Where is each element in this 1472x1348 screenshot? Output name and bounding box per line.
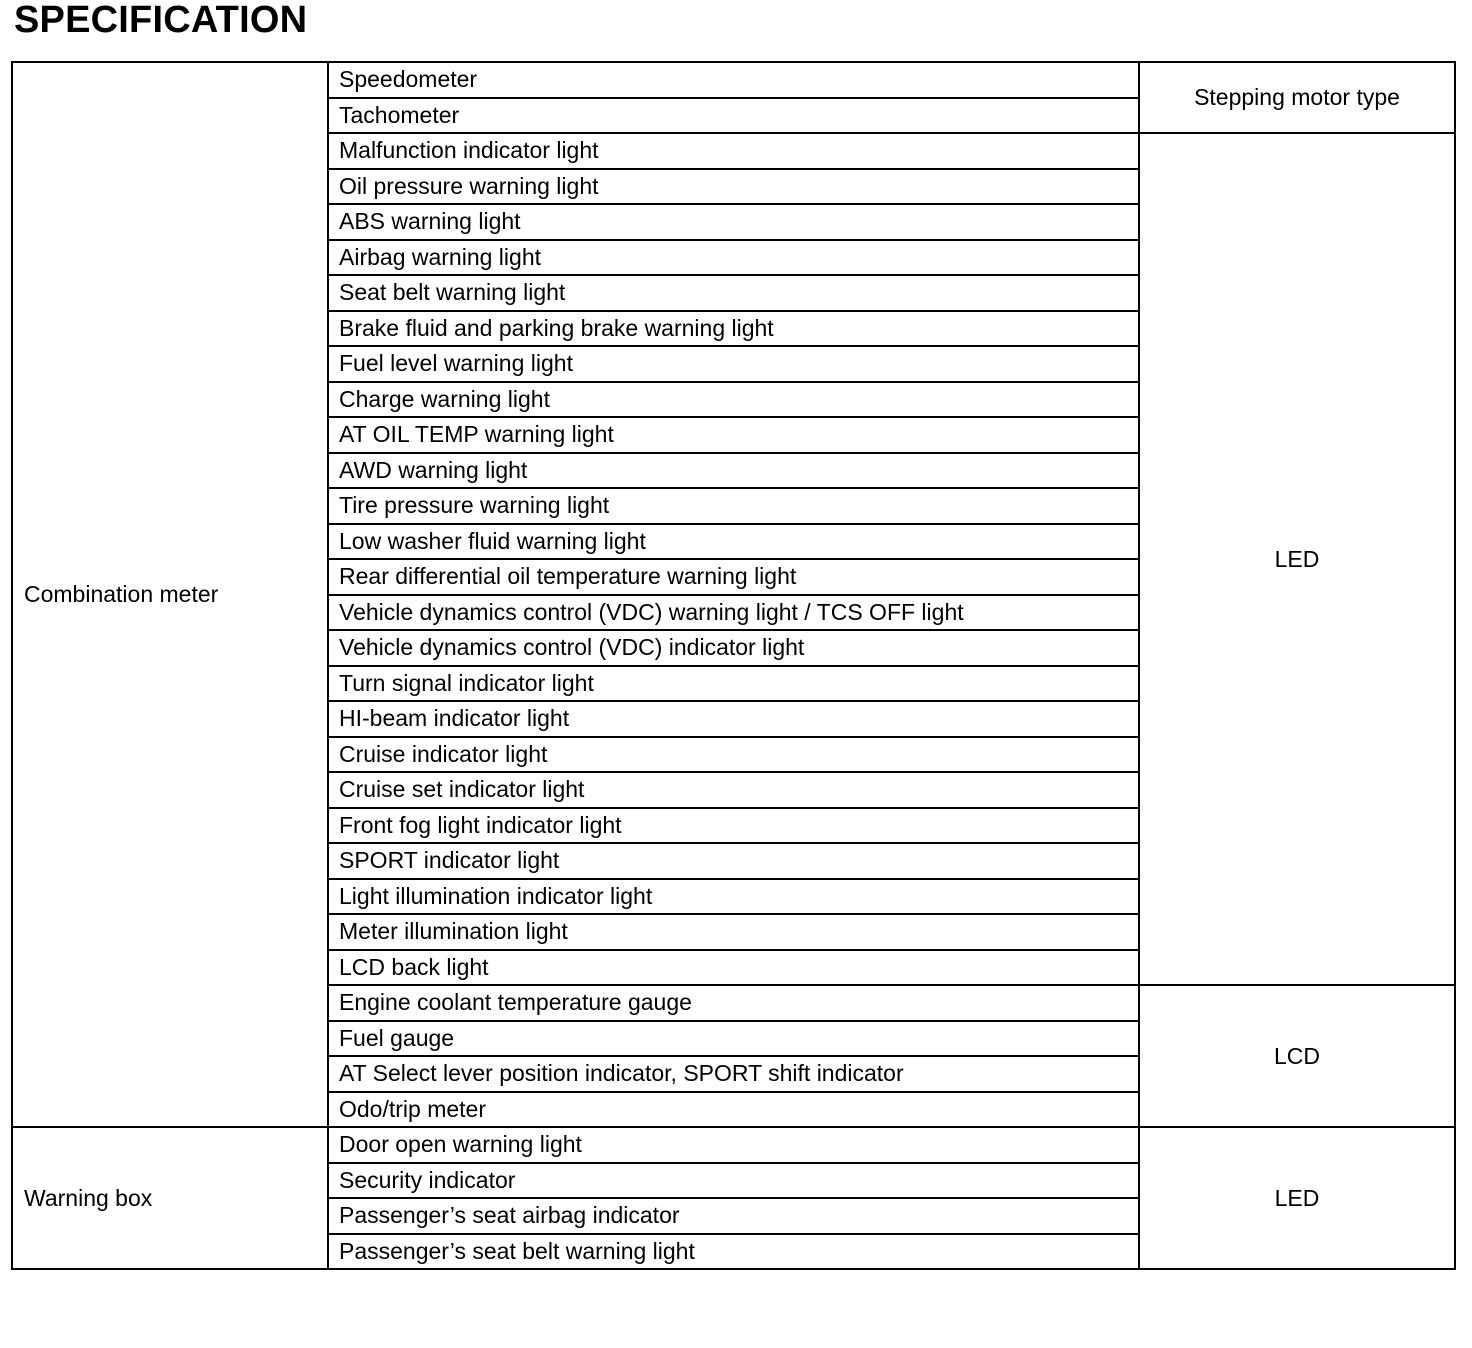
item-cell: Vehicle dynamics control (VDC) warning light / TCS OFF light bbox=[328, 595, 1139, 631]
item-cell: Fuel gauge bbox=[328, 1021, 1139, 1057]
item-cell: Oil pressure warning light bbox=[328, 169, 1139, 205]
item-cell: Passenger’s seat belt warning light bbox=[328, 1234, 1139, 1270]
item-cell: Security indicator bbox=[328, 1163, 1139, 1199]
type-cell: LED bbox=[1139, 1127, 1455, 1269]
table-row bbox=[12, 62, 1455, 98]
item-cell: Seat belt warning light bbox=[328, 275, 1139, 311]
item-cell: Tire pressure warning light bbox=[328, 488, 1139, 524]
item-cell: Fuel level warning light bbox=[328, 346, 1139, 382]
item-cell: Front fog light indicator light bbox=[328, 808, 1139, 844]
item-cell: Airbag warning light bbox=[328, 240, 1139, 276]
item-cell: ABS warning light bbox=[328, 204, 1139, 240]
item-cell: Low washer fluid warning light bbox=[328, 524, 1139, 560]
item-cell: AT OIL TEMP warning light bbox=[328, 417, 1139, 453]
type-cell: LCD bbox=[1139, 985, 1455, 1127]
page-title: SPECIFICATION bbox=[14, 0, 308, 41]
table-row bbox=[12, 1127, 1455, 1163]
item-cell: Cruise indicator light bbox=[328, 737, 1139, 773]
item-cell: Passenger’s seat airbag indicator bbox=[328, 1198, 1139, 1234]
specification-table bbox=[11, 61, 1456, 1270]
item-cell: Speedometer bbox=[328, 62, 1139, 98]
item-cell: Rear differential oil temperature warning light bbox=[328, 559, 1139, 595]
item-cell: Engine coolant temperature gauge bbox=[328, 985, 1139, 1021]
item-cell: Brake fluid and parking brake warning light bbox=[328, 311, 1139, 347]
item-cell: AWD warning light bbox=[328, 453, 1139, 489]
item-cell: Meter illumination light bbox=[328, 914, 1139, 950]
item-cell: AT Select lever position indicator, SPORT shift indicator bbox=[328, 1056, 1139, 1092]
component-cell: Combination meter bbox=[12, 62, 328, 1127]
item-cell: Tachometer bbox=[328, 98, 1139, 134]
item-cell: LCD back light bbox=[328, 950, 1139, 986]
item-cell: Vehicle dynamics control (VDC) indicator light bbox=[328, 630, 1139, 666]
item-cell: HI-beam indicator light bbox=[328, 701, 1139, 737]
item-cell: Charge warning light bbox=[328, 382, 1139, 418]
item-cell: SPORT indicator light bbox=[328, 843, 1139, 879]
type-cell: Stepping motor type bbox=[1139, 62, 1455, 133]
item-cell: Malfunction indicator light bbox=[328, 133, 1139, 169]
type-cell: LED bbox=[1139, 133, 1455, 985]
item-cell: Light illumination indicator light bbox=[328, 879, 1139, 915]
item-cell: Cruise set indicator light bbox=[328, 772, 1139, 808]
item-cell: Door open warning light bbox=[328, 1127, 1139, 1163]
specification-table-body bbox=[12, 62, 1455, 1269]
component-cell: Warning box bbox=[12, 1127, 328, 1269]
item-cell: Odo/trip meter bbox=[328, 1092, 1139, 1128]
item-cell: Turn signal indicator light bbox=[328, 666, 1139, 702]
